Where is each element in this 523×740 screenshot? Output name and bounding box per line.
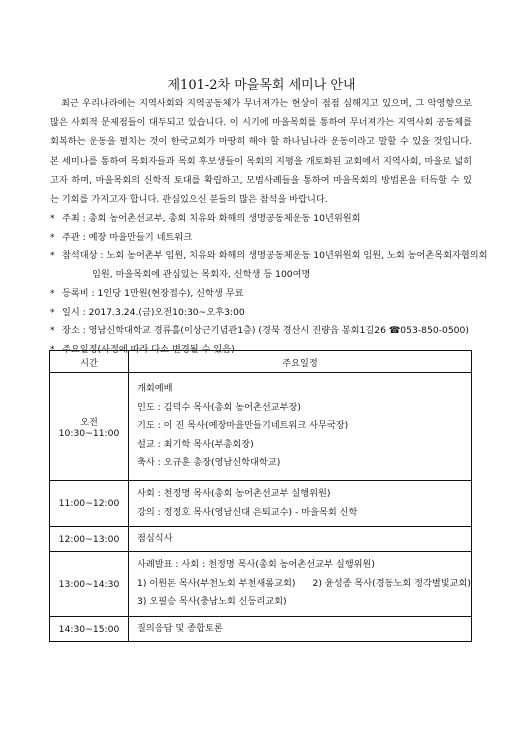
schedule-time: 13:00~14:30: [50, 552, 129, 617]
info-item-host: * 주최 : 총회 농어촌선교부, 총회 치유와 화해의 생명공동체운동 10년위원회: [50, 213, 361, 224]
intro-paragraph: 최근 우리나라에는 지역사회와 지역공동체가 무너져가는 현상이 점점 심해지고 있으며, 그 악영향으로 많은 사회적 문제점들이 대두되고 있습니다. 이 시기에 마을목회를 통하여 무너져가는 지역사회 공동체를 회복하는 운동을 펼치는 것이 한국교회가 마땅히 해야 할 하나님나라 운동이라고 말할 수 있을 것입니다. 본 세미나를 통하여 목회자들과 목회 후보생들이 목회의 지평을 개토화된 교회에서 지역사회, 마을로 넓히고자 하며, 마을목회의 신학적 토대를 확립하고, 모범사례들을 통하여 마을목회의 방법론을 터득할 수 있는 기회를 가지고자 합니다. 관심있으신 분들의 많은 참석을 바랍니다.: [50, 98, 472, 206]
info-item-schedule-note: * 주요일정(사정에 따라 다소 변경될 수 있음): [50, 343, 235, 355]
schedule-program: 사례발표 : 사회 : 천정명 목사(총회 농어촌선교부 실행위원) 1) 이원돈 목사(부천노회 부천새롬교회) 2) 윤성종 목사(경동노회 정각별빛교회) 3) 오필승 목사(충남노회 신등리교회): [129, 552, 472, 617]
schedule-time: 11:00~12:00: [50, 481, 129, 527]
schedule-program: 질의응답 및 종합토론: [129, 617, 472, 642]
schedule-program: 점심식사: [129, 527, 472, 552]
schedule-row: [50, 373, 472, 481]
info-item-date: * 일시 : 2017.3.24.(금)오전10:30~오후3:00: [50, 306, 245, 318]
schedule-row: [50, 552, 472, 617]
info-item-fee: * 등록비 : 1인당 1만원(현장접수), 신학생 무료: [50, 287, 244, 299]
schedule-program: 개회예배 인도 : 김덕수 목사(총회 농어촌선교부장) 기도 : 이 진 목사(예장마을만들기네트워크 사무국장) 설교 : 최기학 목사(부총회장) 축사 : 오규훈 총장(영남신학대학교): [129, 373, 472, 481]
schedule-program: 사회 : 천정명 목사(총회 농어촌선교부 실행위원) 강의 : 정정호 목사(영남신대 은퇴교수) - 마을목회 신학: [129, 481, 472, 527]
schedule-time: 14:30~15:00: [50, 617, 129, 642]
schedule-row: [50, 617, 472, 642]
info-item-organizer: * 주관 : 예장 마을만들기 네트워크: [50, 231, 193, 243]
schedule-time: 12:00~13:00: [50, 527, 129, 552]
info-list: [50, 210, 488, 360]
info-item-participants-continued: 임원, 마을목회에 관심있는 목회자, 신학생 등 100여명: [92, 269, 311, 281]
schedule-table: [49, 350, 472, 642]
schedule-row: [50, 527, 472, 552]
schedule-header-row: [50, 351, 472, 373]
document-title: 제101-2차 마을목회 세미나 안내: [167, 78, 356, 93]
info-item-participants: * 참석대상 : 노회 농어촌부 임원, 치유와 화해의 생명공동체운동 10년위원회 임원, 노회 농어촌목회자협의회: [50, 250, 488, 262]
schedule-time: 오전10:30~11:00: [50, 373, 129, 481]
schedule-row: [50, 481, 472, 527]
header-time: 시간: [50, 351, 129, 373]
info-item-venue: * 장소 : 영남신학대학교 경류홀(이상근기념관1층) (경북 경산시 진량읍 봉회1길26 ☎053-850-0500): [50, 325, 469, 337]
header-program: 주요일정: [129, 351, 472, 373]
